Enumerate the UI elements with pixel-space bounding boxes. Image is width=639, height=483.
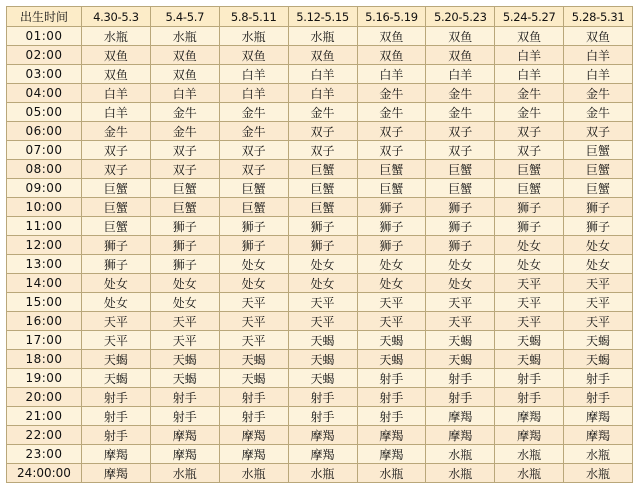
zodiac-cell: 双子 bbox=[288, 141, 357, 160]
zodiac-cell: 水瓶 bbox=[495, 445, 564, 464]
header-date-range: 4.30-5.3 bbox=[82, 7, 151, 27]
zodiac-cell: 巨蟹 bbox=[564, 179, 633, 198]
zodiac-cell: 水瓶 bbox=[495, 464, 564, 483]
zodiac-cell: 天蝎 bbox=[288, 350, 357, 369]
zodiac-cell: 水瓶 bbox=[426, 445, 495, 464]
zodiac-cell: 巨蟹 bbox=[564, 141, 633, 160]
zodiac-cell: 双子 bbox=[219, 141, 288, 160]
zodiac-cell: 摩羯 bbox=[82, 445, 151, 464]
zodiac-cell: 天平 bbox=[219, 312, 288, 331]
zodiac-cell: 金牛 bbox=[219, 122, 288, 141]
zodiac-cell: 摩羯 bbox=[150, 445, 219, 464]
ascendant-table bbox=[6, 6, 633, 483]
zodiac-cell: 巨蟹 bbox=[82, 198, 151, 217]
table-row bbox=[7, 350, 633, 369]
zodiac-cell: 巨蟹 bbox=[288, 179, 357, 198]
zodiac-cell: 双子 bbox=[150, 141, 219, 160]
zodiac-cell: 天蝎 bbox=[150, 350, 219, 369]
table-row bbox=[7, 141, 633, 160]
zodiac-cell: 狮子 bbox=[357, 217, 426, 236]
zodiac-cell: 狮子 bbox=[426, 198, 495, 217]
zodiac-cell: 处女 bbox=[495, 255, 564, 274]
row-time-label: 21:00 bbox=[7, 407, 82, 426]
zodiac-cell: 双子 bbox=[357, 141, 426, 160]
table-row bbox=[7, 179, 633, 198]
zodiac-cell: 射手 bbox=[357, 407, 426, 426]
table-row bbox=[7, 217, 633, 236]
zodiac-cell: 双子 bbox=[495, 122, 564, 141]
row-time-label: 08:00 bbox=[7, 160, 82, 179]
zodiac-cell: 巨蟹 bbox=[288, 198, 357, 217]
zodiac-cell: 双子 bbox=[426, 122, 495, 141]
zodiac-cell: 狮子 bbox=[357, 198, 426, 217]
zodiac-cell: 天蝎 bbox=[82, 350, 151, 369]
row-time-label: 17:00 bbox=[7, 331, 82, 350]
zodiac-cell: 双鱼 bbox=[357, 27, 426, 46]
table-row bbox=[7, 274, 633, 293]
table-row bbox=[7, 103, 633, 122]
row-time-label: 03:00 bbox=[7, 65, 82, 84]
zodiac-cell: 天平 bbox=[219, 293, 288, 312]
zodiac-cell: 巨蟹 bbox=[219, 179, 288, 198]
row-time-label: 02:00 bbox=[7, 46, 82, 65]
zodiac-cell: 双鱼 bbox=[82, 46, 151, 65]
zodiac-cell: 天平 bbox=[564, 274, 633, 293]
zodiac-cell: 水瓶 bbox=[357, 464, 426, 483]
zodiac-cell: 巨蟹 bbox=[82, 179, 151, 198]
zodiac-cell: 水瓶 bbox=[219, 464, 288, 483]
table-row bbox=[7, 445, 633, 464]
zodiac-cell: 处女 bbox=[288, 255, 357, 274]
zodiac-cell: 水瓶 bbox=[82, 27, 151, 46]
zodiac-cell: 双子 bbox=[357, 122, 426, 141]
zodiac-cell: 天蝎 bbox=[288, 331, 357, 350]
table-row bbox=[7, 65, 633, 84]
zodiac-cell: 天平 bbox=[288, 293, 357, 312]
zodiac-cell: 射手 bbox=[357, 388, 426, 407]
zodiac-cell: 双鱼 bbox=[150, 65, 219, 84]
zodiac-cell: 双子 bbox=[288, 122, 357, 141]
zodiac-cell: 狮子 bbox=[426, 217, 495, 236]
zodiac-cell: 射手 bbox=[219, 407, 288, 426]
zodiac-cell: 金牛 bbox=[288, 103, 357, 122]
zodiac-cell: 射手 bbox=[357, 369, 426, 388]
table-row bbox=[7, 388, 633, 407]
zodiac-cell: 天平 bbox=[357, 293, 426, 312]
zodiac-cell: 白羊 bbox=[219, 84, 288, 103]
row-time-label: 01:00 bbox=[7, 27, 82, 46]
zodiac-cell: 天蝎 bbox=[288, 369, 357, 388]
zodiac-cell: 天蝎 bbox=[82, 369, 151, 388]
zodiac-cell: 巨蟹 bbox=[495, 179, 564, 198]
zodiac-cell: 射手 bbox=[150, 388, 219, 407]
zodiac-cell: 狮子 bbox=[426, 236, 495, 255]
zodiac-cell: 天蝎 bbox=[495, 350, 564, 369]
zodiac-cell: 摩羯 bbox=[150, 426, 219, 445]
zodiac-cell: 双子 bbox=[82, 141, 151, 160]
zodiac-cell: 处女 bbox=[357, 274, 426, 293]
zodiac-cell: 天蝎 bbox=[495, 331, 564, 350]
table-body bbox=[7, 7, 633, 483]
zodiac-cell: 天平 bbox=[150, 312, 219, 331]
zodiac-cell: 金牛 bbox=[357, 103, 426, 122]
zodiac-cell: 摩羯 bbox=[219, 426, 288, 445]
table-row bbox=[7, 255, 633, 274]
zodiac-cell: 狮子 bbox=[288, 217, 357, 236]
row-time-label: 18:00 bbox=[7, 350, 82, 369]
zodiac-cell: 白羊 bbox=[426, 65, 495, 84]
zodiac-cell: 处女 bbox=[150, 293, 219, 312]
table-row bbox=[7, 160, 633, 179]
zodiac-cell: 双鱼 bbox=[426, 27, 495, 46]
zodiac-cell: 狮子 bbox=[564, 217, 633, 236]
zodiac-cell: 天平 bbox=[564, 312, 633, 331]
zodiac-cell: 水瓶 bbox=[288, 27, 357, 46]
zodiac-cell: 金牛 bbox=[564, 103, 633, 122]
zodiac-cell: 双子 bbox=[564, 122, 633, 141]
zodiac-cell: 水瓶 bbox=[150, 464, 219, 483]
zodiac-cell: 双鱼 bbox=[150, 46, 219, 65]
zodiac-cell: 天蝎 bbox=[564, 350, 633, 369]
zodiac-cell: 金牛 bbox=[357, 84, 426, 103]
header-date-range: 5.16-5.19 bbox=[357, 7, 426, 27]
zodiac-cell: 白羊 bbox=[288, 84, 357, 103]
zodiac-cell: 摩羯 bbox=[357, 445, 426, 464]
table-row bbox=[7, 27, 633, 46]
zodiac-cell: 巨蟹 bbox=[288, 160, 357, 179]
zodiac-cell: 水瓶 bbox=[219, 27, 288, 46]
zodiac-cell: 射手 bbox=[219, 388, 288, 407]
zodiac-cell: 巨蟹 bbox=[219, 198, 288, 217]
row-time-label: 04:00 bbox=[7, 84, 82, 103]
zodiac-cell: 射手 bbox=[288, 388, 357, 407]
zodiac-cell: 摩羯 bbox=[426, 426, 495, 445]
zodiac-cell: 双子 bbox=[219, 160, 288, 179]
zodiac-cell: 狮子 bbox=[495, 198, 564, 217]
row-time-label: 07:00 bbox=[7, 141, 82, 160]
zodiac-cell: 双子 bbox=[426, 141, 495, 160]
header-birth-time: 出生时间 bbox=[7, 7, 82, 27]
zodiac-cell: 水瓶 bbox=[564, 445, 633, 464]
zodiac-cell: 白羊 bbox=[564, 65, 633, 84]
zodiac-cell: 射手 bbox=[564, 388, 633, 407]
zodiac-cell: 射手 bbox=[426, 369, 495, 388]
zodiac-cell: 摩羯 bbox=[357, 426, 426, 445]
zodiac-cell: 狮子 bbox=[495, 217, 564, 236]
zodiac-cell: 双鱼 bbox=[82, 65, 151, 84]
zodiac-cell: 天平 bbox=[426, 312, 495, 331]
row-time-label: 24:00:00 bbox=[7, 464, 82, 483]
zodiac-cell: 天平 bbox=[426, 293, 495, 312]
zodiac-cell: 狮子 bbox=[150, 217, 219, 236]
zodiac-cell: 白羊 bbox=[82, 84, 151, 103]
zodiac-cell: 双子 bbox=[82, 160, 151, 179]
table-header-row bbox=[7, 7, 633, 27]
zodiac-cell: 处女 bbox=[82, 274, 151, 293]
row-time-label: 19:00 bbox=[7, 369, 82, 388]
zodiac-cell: 狮子 bbox=[150, 236, 219, 255]
zodiac-cell: 狮子 bbox=[564, 198, 633, 217]
zodiac-cell: 处女 bbox=[82, 293, 151, 312]
zodiac-cell: 天平 bbox=[495, 293, 564, 312]
zodiac-cell: 射手 bbox=[495, 388, 564, 407]
zodiac-cell: 摩羯 bbox=[82, 464, 151, 483]
zodiac-cell: 天平 bbox=[564, 293, 633, 312]
zodiac-cell: 水瓶 bbox=[288, 464, 357, 483]
zodiac-cell: 白羊 bbox=[288, 65, 357, 84]
zodiac-cell: 天蝎 bbox=[357, 350, 426, 369]
zodiac-cell: 巨蟹 bbox=[564, 160, 633, 179]
zodiac-cell: 双子 bbox=[495, 141, 564, 160]
zodiac-cell: 巨蟹 bbox=[426, 179, 495, 198]
zodiac-cell: 射手 bbox=[426, 388, 495, 407]
row-time-label: 10:00 bbox=[7, 198, 82, 217]
zodiac-cell: 射手 bbox=[495, 369, 564, 388]
zodiac-cell: 射手 bbox=[564, 369, 633, 388]
zodiac-cell: 射手 bbox=[150, 407, 219, 426]
table-row bbox=[7, 46, 633, 65]
table-row bbox=[7, 464, 633, 483]
zodiac-cell: 金牛 bbox=[495, 103, 564, 122]
zodiac-cell: 双鱼 bbox=[288, 46, 357, 65]
header-date-range: 5.4-5.7 bbox=[150, 7, 219, 27]
header-date-range: 5.20-5.23 bbox=[426, 7, 495, 27]
zodiac-cell: 天平 bbox=[82, 312, 151, 331]
zodiac-cell: 天平 bbox=[495, 312, 564, 331]
zodiac-cell: 天蝎 bbox=[219, 350, 288, 369]
zodiac-cell: 金牛 bbox=[426, 103, 495, 122]
zodiac-cell: 天平 bbox=[82, 331, 151, 350]
zodiac-cell: 金牛 bbox=[426, 84, 495, 103]
zodiac-cell: 射手 bbox=[288, 407, 357, 426]
zodiac-cell: 狮子 bbox=[357, 236, 426, 255]
zodiac-cell: 处女 bbox=[426, 255, 495, 274]
row-time-label: 13:00 bbox=[7, 255, 82, 274]
table-row bbox=[7, 293, 633, 312]
zodiac-cell: 射手 bbox=[82, 407, 151, 426]
zodiac-cell: 摩羯 bbox=[219, 445, 288, 464]
zodiac-cell: 白羊 bbox=[357, 65, 426, 84]
zodiac-cell: 处女 bbox=[426, 274, 495, 293]
zodiac-cell: 双鱼 bbox=[495, 27, 564, 46]
header-date-range: 5.24-5.27 bbox=[495, 7, 564, 27]
zodiac-cell: 白羊 bbox=[564, 46, 633, 65]
zodiac-cell: 狮子 bbox=[82, 236, 151, 255]
zodiac-cell: 天平 bbox=[495, 274, 564, 293]
header-date-range: 5.8-5.11 bbox=[219, 7, 288, 27]
row-time-label: 12:00 bbox=[7, 236, 82, 255]
zodiac-cell: 天蝎 bbox=[219, 369, 288, 388]
zodiac-cell: 巨蟹 bbox=[426, 160, 495, 179]
zodiac-cell: 天平 bbox=[150, 331, 219, 350]
table-row bbox=[7, 426, 633, 445]
zodiac-cell: 巨蟹 bbox=[150, 198, 219, 217]
zodiac-cell: 巨蟹 bbox=[82, 217, 151, 236]
zodiac-cell: 金牛 bbox=[495, 84, 564, 103]
row-time-label: 05:00 bbox=[7, 103, 82, 122]
zodiac-cell: 处女 bbox=[564, 255, 633, 274]
row-time-label: 23:00 bbox=[7, 445, 82, 464]
zodiac-cell: 摩羯 bbox=[564, 426, 633, 445]
zodiac-cell: 处女 bbox=[219, 255, 288, 274]
zodiac-cell: 处女 bbox=[495, 236, 564, 255]
zodiac-cell: 天平 bbox=[288, 312, 357, 331]
zodiac-cell: 金牛 bbox=[150, 122, 219, 141]
zodiac-cell: 摩羯 bbox=[495, 426, 564, 445]
zodiac-cell: 摩羯 bbox=[426, 407, 495, 426]
zodiac-cell: 金牛 bbox=[150, 103, 219, 122]
zodiac-cell: 白羊 bbox=[219, 65, 288, 84]
zodiac-cell: 处女 bbox=[150, 274, 219, 293]
table-row bbox=[7, 198, 633, 217]
table-row bbox=[7, 331, 633, 350]
table-row bbox=[7, 407, 633, 426]
zodiac-cell: 水瓶 bbox=[150, 27, 219, 46]
zodiac-cell: 摩羯 bbox=[495, 407, 564, 426]
row-time-label: 15:00 bbox=[7, 293, 82, 312]
zodiac-cell: 狮子 bbox=[288, 236, 357, 255]
zodiac-cell: 天蝎 bbox=[426, 331, 495, 350]
zodiac-cell: 狮子 bbox=[150, 255, 219, 274]
zodiac-cell: 双鱼 bbox=[564, 27, 633, 46]
zodiac-cell: 摩羯 bbox=[288, 445, 357, 464]
zodiac-cell: 摩羯 bbox=[564, 407, 633, 426]
zodiac-cell: 狮子 bbox=[219, 217, 288, 236]
zodiac-cell: 天蝎 bbox=[150, 369, 219, 388]
zodiac-cell: 处女 bbox=[219, 274, 288, 293]
zodiac-cell: 白羊 bbox=[82, 103, 151, 122]
row-time-label: 06:00 bbox=[7, 122, 82, 141]
zodiac-cell: 白羊 bbox=[150, 84, 219, 103]
zodiac-cell: 水瓶 bbox=[564, 464, 633, 483]
zodiac-cell: 处女 bbox=[357, 255, 426, 274]
zodiac-cell: 天蝎 bbox=[357, 331, 426, 350]
table-row bbox=[7, 84, 633, 103]
zodiac-cell: 狮子 bbox=[82, 255, 151, 274]
row-time-label: 14:00 bbox=[7, 274, 82, 293]
zodiac-cell: 金牛 bbox=[564, 84, 633, 103]
zodiac-cell: 射手 bbox=[82, 426, 151, 445]
zodiac-cell: 双子 bbox=[150, 160, 219, 179]
zodiac-cell: 白羊 bbox=[495, 65, 564, 84]
row-time-label: 22:00 bbox=[7, 426, 82, 445]
header-date-range: 5.28-5.31 bbox=[564, 7, 633, 27]
table-row bbox=[7, 236, 633, 255]
zodiac-cell: 狮子 bbox=[219, 236, 288, 255]
row-time-label: 09:00 bbox=[7, 179, 82, 198]
zodiac-cell: 水瓶 bbox=[426, 464, 495, 483]
zodiac-cell: 天蝎 bbox=[564, 331, 633, 350]
zodiac-cell: 巨蟹 bbox=[357, 179, 426, 198]
zodiac-cell: 处女 bbox=[288, 274, 357, 293]
zodiac-cell: 巨蟹 bbox=[495, 160, 564, 179]
zodiac-cell: 双鱼 bbox=[219, 46, 288, 65]
row-time-label: 11:00 bbox=[7, 217, 82, 236]
zodiac-cell: 金牛 bbox=[82, 122, 151, 141]
zodiac-cell: 巨蟹 bbox=[357, 160, 426, 179]
zodiac-cell: 天蝎 bbox=[426, 350, 495, 369]
zodiac-cell: 天平 bbox=[357, 312, 426, 331]
zodiac-cell: 双鱼 bbox=[357, 46, 426, 65]
zodiac-cell: 射手 bbox=[82, 388, 151, 407]
row-time-label: 16:00 bbox=[7, 312, 82, 331]
table-row bbox=[7, 312, 633, 331]
zodiac-cell: 双鱼 bbox=[426, 46, 495, 65]
zodiac-cell: 处女 bbox=[564, 236, 633, 255]
zodiac-cell: 金牛 bbox=[219, 103, 288, 122]
header-date-range: 5.12-5.15 bbox=[288, 7, 357, 27]
row-time-label: 20:00 bbox=[7, 388, 82, 407]
table-row bbox=[7, 369, 633, 388]
zodiac-cell: 摩羯 bbox=[288, 426, 357, 445]
zodiac-cell: 巨蟹 bbox=[150, 179, 219, 198]
table-row bbox=[7, 122, 633, 141]
zodiac-cell: 天平 bbox=[219, 331, 288, 350]
zodiac-cell: 白羊 bbox=[495, 46, 564, 65]
